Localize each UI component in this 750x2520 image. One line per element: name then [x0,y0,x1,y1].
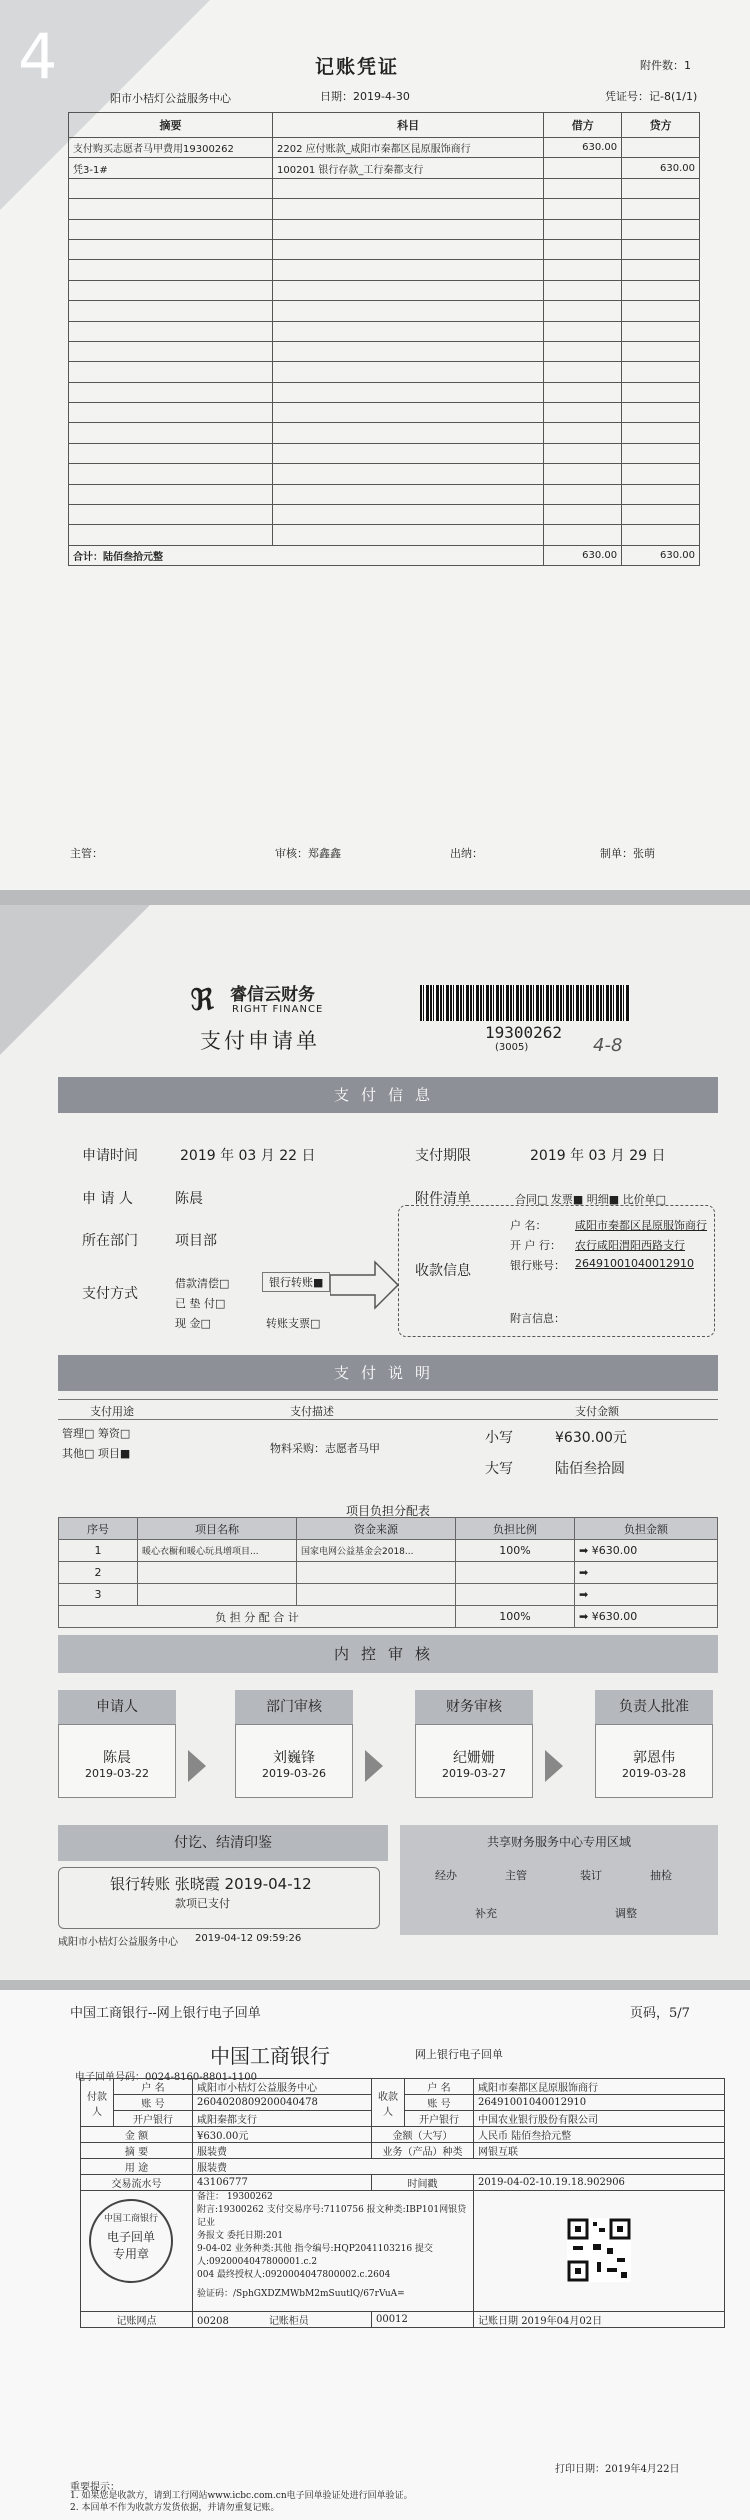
receipt-header-right: 页码，5/7 [630,2006,690,2021]
arrow-icon: ➡ [579,1588,589,1601]
audit-finance [415,1690,533,1798]
section-pay-info: 支付信息 [58,1077,718,1113]
table-row-empty [69,219,700,239]
table-row-empty [69,260,700,280]
col-debit: 借方 [544,113,622,138]
alloc-name [138,1584,297,1606]
field-label: 账 号 [405,2095,474,2111]
handwritten-note: 4-8 [593,1035,623,1056]
note-line: 2. 本回单不作为收款方发货依据，并请勿重复记账。 [70,2503,280,2513]
payee-name: 咸阳市秦都区昆原服饰商行 [474,2079,725,2095]
alloc-total-cell [575,1606,718,1628]
memo-line: 9-04-02 业务种类:其他 指令编号:HQP2041103216 提交 [197,2244,433,2254]
table-row-empty [69,199,700,219]
voucher-title: 记账凭证 [315,56,400,78]
alloc-col-name: 项目名称 [138,1518,297,1540]
upper-label: 大写 [485,1461,513,1477]
barcode-box [375,975,665,1055]
deadline: 2019 年 03 月 29 日 [530,1148,666,1164]
receive-label: 收款信息 [415,1263,471,1279]
logo-en: RIGHT FINANCE [232,1004,324,1015]
pay-method-2: 已 垫 付□ [175,1297,226,1310]
desc-header-amount: 支付金额 [575,1405,619,1418]
section-pay-desc: 支付说明 [58,1355,718,1391]
payer-name: 咸阳市小桔灯公益服务中心 [193,2079,372,2095]
alloc-source: 国家电网公益基金会2018... [297,1540,456,1562]
field-label: 金 额 [81,2127,193,2143]
qr-code-icon [567,2218,631,2282]
alloc-col-ratio: 负担比例 [456,1518,575,1540]
table-row-empty [69,484,700,504]
payee-name-label: 户 名： [510,1219,547,1232]
dept-label: 所在部门 [82,1233,138,1249]
field-label: 用 途 [81,2159,193,2175]
pay-method-1: 借款清偿□ [175,1277,230,1290]
alloc-source [297,1562,456,1584]
receipt-table [80,2078,725,2328]
settle-title: 付讫、结清印鉴 [58,1825,388,1861]
book-date-cell [474,2312,725,2328]
desc-header-desc: 支付描述 [290,1405,334,1418]
barcode-sub: (3005) [495,1042,529,1053]
audit-body [58,1724,176,1798]
row-summary: 凭3-1# [69,158,273,178]
table-row-empty [69,178,700,198]
pay-method-label: 支付方式 [82,1286,138,1302]
audit-date: 2019-03-22 [85,1767,149,1780]
table-row-empty [69,341,700,361]
desc-text: 物料采购：志愿者马甲 [270,1442,380,1455]
row-subject: 2202 应付账款_咸阳市秦都区昆原服饰商行 [273,138,544,158]
row-credit [622,138,700,158]
branch: 00208 [197,2316,229,2327]
applicant: 陈晨 [175,1191,203,1207]
table-row [59,1584,718,1606]
field-label: 户 名 [114,2079,193,2095]
memo-cell [193,2191,474,2312]
alloc-source [297,1584,456,1606]
payee-bank: 农行咸阳渭阳西路支行 [575,1239,685,1252]
folded-corner [0,905,150,1055]
audit-role: 财务审核 [415,1690,533,1724]
bank-receipt-sheet [0,1990,750,2520]
serial: 43106777 [193,2175,372,2191]
memo-label: 附言信息： [510,1312,565,1325]
col-summary: 摘要 [69,113,273,138]
apply-time: 2019 年 03 月 22 日 [180,1148,316,1164]
audit-date: 2019-03-26 [262,1767,326,1780]
alloc-col-no: 序号 [59,1518,138,1540]
bank-subtitle: 网上银行电子回单 [415,2048,503,2061]
table-row-empty [69,301,700,321]
field-label: 开户银行 [405,2111,474,2127]
memo-line: 附言:19300262 支付交易序号:7110756 报文种类:IBP101网银贷记业 [197,2205,467,2228]
logo-cn: 睿信云财务 [230,985,315,1005]
memo-line: 人:0920004047800001.c.2 [197,2257,318,2267]
print-date: 打印日期：2019年4月22日 [555,2464,680,2475]
field-label: 记账日期 [478,2316,518,2327]
total-debit: 630.00 [544,545,622,565]
arrow-icon [365,1750,383,1782]
verify-code: 验证码：/SphGXDZMWbM2mSuutlQ/67rVuA= [197,2289,405,2299]
note-line: 1. 如果您是收款方，请到工行网站www.icbc.com.cn电子回单验证处进行回单验证。 [70,2491,413,2501]
apply-time-label: 申请时间 [82,1148,138,1164]
alloc-amount-cell [575,1540,718,1562]
alloc-name: 暖心衣橱和暖心玩具增项目... [138,1540,297,1562]
shared-item: 补充 [475,1907,497,1920]
receipt-header-left: 中国工商银行--网上银行电子回单 [70,2006,261,2021]
alloc-total-ratio: 100% [456,1606,575,1628]
alloc-ratio: 100% [456,1540,575,1562]
purpose-opts-1: 管理□ 筹资□ [62,1427,131,1440]
alloc-name [138,1562,297,1584]
upper-amount: 陆佰叁拾圆 [555,1461,625,1477]
alloc-no: 2 [59,1562,138,1584]
voucher-number: 凭证号：记-8(1/1) [605,90,698,103]
total-credit: 630.00 [622,545,700,565]
audit-applicant [58,1690,176,1798]
settle-main: 银行转账 张晓霞 2019-04-12 [110,1875,312,1893]
shared-item: 抽检 [650,1869,672,1882]
amount: ¥630.00元 [193,2127,372,2143]
page-marker: 4 [18,20,58,93]
maker: 制单：张萌 [600,847,655,860]
lower-amount: ¥630.00元 [555,1430,627,1446]
table-row [69,138,700,158]
arrow-icon: ➡ [579,1610,592,1623]
field-label: 记账网点 [81,2312,193,2328]
audit-name: 刘巍锋 [273,1750,315,1766]
arrow-icon [545,1750,563,1782]
summary: 服装费 [193,2143,372,2159]
voucher-header-row [69,113,700,138]
arrow-icon: ➡ [579,1566,589,1579]
alloc-amount-cell [575,1562,718,1584]
payee-name: 咸阳市秦都区昆原服饰商行 [575,1219,707,1232]
field-label: 记账柜员 [268,2316,309,2327]
voucher-date: 日期：2019-4-30 [320,90,410,103]
cashier-label: 出纳： [450,847,483,860]
dept: 项目部 [175,1233,217,1249]
alloc-table [58,1517,718,1628]
payee-account-label: 银行账号： [510,1259,565,1272]
field-label: 金额（大写） [372,2127,474,2143]
field-label: 摘 要 [81,2143,193,2159]
row-debit [544,158,622,178]
row-summary: 支付购买志愿者马甲费用19300262 [69,138,273,158]
purpose-opts-2: 其他□ 项目■ [62,1447,131,1460]
alloc-no: 1 [59,1540,138,1562]
stamp-bot: 专用章 [112,2247,149,2261]
book-date: 2019年04月02日 [521,2316,603,2327]
audit-date: 2019-03-27 [442,1767,506,1780]
biz-type: 网银互联 [474,2143,725,2159]
payee-bank-label: 开 户 行： [510,1239,561,1252]
payee-account: 26491001040012910 [474,2095,725,2111]
audit-name: 纪姗姗 [453,1750,495,1766]
field-label: 时间戳 [372,2175,474,2191]
organization: 阳市小桔灯公益服务中心 [110,92,231,105]
deadline-label: 支付期限 [415,1148,471,1164]
shared-item: 调整 [615,1907,637,1920]
table-row-empty [69,280,700,300]
table-row-empty [69,239,700,259]
reviewer: 审核：郑鑫鑫 [275,847,341,860]
table-row [69,158,700,178]
field-label: 交易流水号 [81,2175,193,2191]
table-row-empty [69,321,700,341]
row-debit: 630.00 [544,138,622,158]
supervisor-label: 主管： [70,847,103,860]
total-label: 合计：陆佰叁拾元整 [69,545,544,565]
logo-icon: ℜ [190,983,215,1018]
field-label: 业务（产品）种类 [372,2143,474,2159]
barcode-number: 19300262 [485,1023,563,1042]
settle-sub: 款项已支付 [175,1897,230,1910]
payer-bank: 咸阳秦都支行 [193,2111,372,2127]
memo-line: 备注： 19300262 [197,2192,273,2202]
alloc-title: 项目负担分配表 [345,1504,430,1518]
pay-method-check: 转账支票□ [266,1317,321,1330]
audit-dept [235,1690,353,1798]
audit-role: 申请人 [58,1690,176,1724]
alloc-no: 3 [59,1584,138,1606]
audit-name: 郭恩伟 [633,1750,675,1766]
audit-role: 负责人批准 [595,1690,713,1724]
settle-time: 2019-04-12 09:59:26 [195,1933,302,1944]
table-row-empty [69,382,700,402]
qr-cell [474,2191,725,2312]
alloc-ratio [456,1562,575,1584]
col-credit: 贷方 [622,113,700,138]
table-row-empty [69,362,700,382]
amount-upper: 人民币 陆佰叁拾元整 [474,2127,725,2143]
alloc-total-row [59,1606,718,1628]
receipt-no: 电子回单号码：0024-8160-8801-1100 [75,2072,257,2083]
row-credit: 630.00 [622,158,700,178]
alloc-ratio [456,1584,575,1606]
receipt-stamp-icon [89,2199,173,2283]
attachment-options: 合同□ 发票■ 明细■ 比价单□ [515,1193,667,1206]
field-label: 开户银行 [114,2111,193,2127]
payer-label: 付款人 [81,2079,114,2127]
desc-header-purpose: 支付用途 [90,1405,134,1418]
field-label: 账 号 [114,2095,193,2111]
pay-method-bank: 银行转账■ [262,1272,330,1292]
total-row [69,545,700,565]
alloc-amount-cell [575,1584,718,1606]
payment-request-sheet [0,905,750,1980]
audit-date: 2019-03-28 [622,1767,686,1780]
memo-line: 004 最终授权人:0920004047800002.c.2604 [197,2270,391,2280]
payee-label: 收款人 [372,2079,405,2127]
audit-body [415,1724,533,1798]
arrow-icon [330,1260,400,1310]
form-title: 支付申请单 [200,1029,320,1053]
payer-account: 2604020809200040478 [193,2095,372,2111]
applicant-label: 申 请 人 [82,1191,133,1207]
stamp-cell [81,2191,193,2312]
use: 服装费 [193,2159,725,2175]
payee-bank: 中国农业银行股份有限公司 [474,2111,725,2127]
stamp-top: 中国工商银行 [103,2214,158,2224]
audit-approver [595,1690,713,1798]
memo-line: 务报文 委托日期:201 [197,2231,284,2241]
pay-method-3: 现 金□ [175,1317,211,1330]
lower-label: 小写 [485,1430,513,1446]
arrow-icon [188,1750,206,1782]
row-subject: 100201 银行存款_工行秦都支行 [273,158,544,178]
alloc-total-label: 负 担 分 配 合 计 [59,1606,456,1628]
stamp-mid: 电子回单 [106,2230,155,2244]
teller: 00012 [372,2312,474,2328]
arrow-icon: ➡ [579,1544,592,1557]
col-subject: 科目 [273,113,544,138]
table-row-empty [69,443,700,463]
attachment-label: 附件清单 [415,1191,471,1207]
alloc-header-row [59,1518,718,1540]
voucher-sheet [0,0,750,890]
audit-name: 陈晨 [103,1750,131,1766]
table-row-empty [69,464,700,484]
alloc-col-amount: 负担金额 [575,1518,718,1540]
settle-org: 咸阳市小桔灯公益服务中心 [58,1937,178,1948]
table-row-empty [69,525,700,545]
shared-title: 共享财务服务中心专用区域 [486,1835,631,1849]
bank-title: 中国工商银行 [210,2044,330,2068]
table-row-empty [69,403,700,423]
audit-body [235,1724,353,1798]
table-row [59,1562,718,1584]
attachment-count: 附件数：1 [640,59,691,72]
timestamp: 2019-04-02-10.19.18.902906 [474,2175,725,2191]
shared-item: 经办 [435,1869,457,1882]
audit-body [595,1724,713,1798]
notes [70,2490,413,2514]
alloc-amount: ¥630.00 [591,1544,638,1557]
notes-title: 重要提示： [70,2482,120,2493]
table-row [59,1540,718,1562]
table-row-empty [69,505,700,525]
branch-cell [193,2312,372,2328]
section-audit: 内控审核 [58,1635,718,1673]
voucher-table [68,112,700,566]
field-label: 户 名 [405,2079,474,2095]
table-row-empty [69,423,700,443]
audit-role: 部门审核 [235,1690,353,1724]
shared-item: 主管 [505,1869,527,1882]
alloc-col-source: 资金来源 [297,1518,456,1540]
barcode-icon [420,985,630,1021]
payee-account: 26491001040012910 [575,1257,694,1270]
alloc-total-amount: ¥630.00 [591,1610,638,1623]
shared-item: 装订 [580,1869,602,1882]
